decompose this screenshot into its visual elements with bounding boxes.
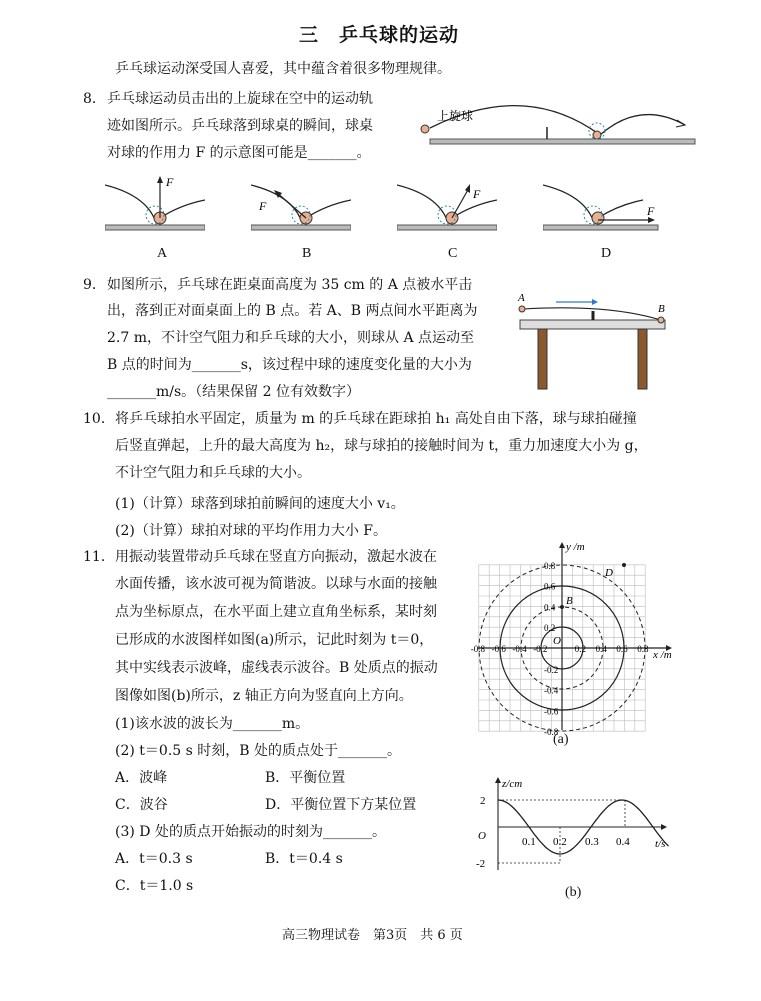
y-tick-label: 0.6 — [544, 581, 556, 592]
section-title: 三 乒乓球的运动 — [299, 24, 460, 46]
q11-sub-3: (3) D 处的质点开始振动的时刻为_______。 — [115, 824, 386, 840]
q8-a-force: F — [166, 175, 174, 189]
q11-sub-1: (1)该水波的波长为_______m。 — [115, 716, 310, 732]
q11-line-4: 已形成的水波图样如图(a)所示，记此时刻为 t＝0， — [115, 632, 434, 648]
x-tick-label: 0.4 — [595, 644, 607, 654]
figure-a-point-d: D — [605, 567, 613, 579]
intro-text: 乒乓球运动深受国人喜爱，其中蕴含着很多物理规律。 — [115, 61, 451, 77]
q11-figure-b — [470, 775, 680, 880]
x-tick-label: -0.8 — [470, 644, 486, 654]
figure-b-t-tick-1: 0.1 — [522, 836, 536, 848]
y-tick-label: 0.2 — [544, 623, 556, 634]
q8-c-force: F — [473, 187, 481, 201]
q11-sub3-option-c: C．t＝1.0 s — [115, 878, 194, 894]
figure-b-y-label: z/cm — [502, 778, 523, 790]
x-tick-label: -0.4 — [512, 644, 527, 654]
q8-option-b: B — [302, 246, 312, 261]
y-tick-label: -0.8 — [544, 727, 559, 738]
q10-line-1: 将乒乓球拍水平固定，质量为 m 的乒乓球在距球拍 h₁ 高处自由下落，球与球拍碰撞 — [115, 411, 637, 427]
q9-number: 9． — [83, 277, 106, 293]
q8-b-force: F — [259, 199, 267, 213]
y-tick-label: 0.8 — [544, 560, 556, 571]
q8-option-c: C — [448, 246, 458, 261]
q11-sub2-option-b: B．平衡位置 — [265, 770, 346, 786]
q9-line-4: B 点的时间为_______s，该过程中球的速度变化量的大小为 — [107, 357, 472, 373]
q11-line-6: 图像如图(b)所示，z 轴正方向为竖直向上方向。 — [115, 688, 413, 704]
q11-sub2-option-d: D．平衡位置下方某位置 — [265, 797, 417, 813]
q8-line-3: 对球的作用力 F 的示意图可能是_______。 — [107, 145, 371, 161]
q9-line-3: 2.7 m，不计空气阻力和乒乓球的大小，则球从 A 点运动至 — [107, 330, 474, 346]
page-footer: 高三物理试卷 第3页 共 6 页 — [282, 928, 463, 943]
q8-option-a: A — [157, 246, 168, 261]
q11-figure-a — [470, 540, 685, 755]
q11-line-1: 用振动装置带动乒乓球在竖直方向振动，激起水波在 — [115, 549, 437, 565]
q10-line-2: 后竖直弹起，上升的最大高度为 h₂，球与球拍的接触时间为 t，重力加速度大小为 g， — [115, 438, 648, 454]
q11-sub3-option-a: A．t＝0.3 s — [115, 851, 193, 867]
q11-number: 11． — [83, 549, 115, 565]
figure-a-x-label: x /m — [653, 649, 672, 661]
figure-b-caption: (b) — [565, 885, 582, 900]
q11-sub-2: (2) t＝0.5 s 时刻，B 处的质点处于_______。 — [115, 743, 401, 759]
figure-b-t-tick-3: 0.3 — [585, 836, 599, 848]
q10-line-3: 不计空气阻力和乒乓球的大小。 — [115, 465, 311, 481]
q9-line-2: 出，落到正对面桌面上的 B 点。若 A、B 两点间水平距离为 — [107, 303, 478, 319]
figure-b-z-tick-top: 2 — [480, 795, 486, 807]
figure-b-t-tick-2: 0.2 — [553, 836, 567, 848]
y-tick-label: -0.6 — [544, 706, 559, 717]
figure-a-origin: O — [553, 635, 561, 647]
q11-line-2: 水面传播，该水波可视为简谐波。以球与水面的接触 — [115, 576, 437, 592]
q8-option-a-figure — [105, 170, 205, 235]
q9-table-figure — [508, 290, 673, 395]
y-tick-label: 0.4 — [544, 602, 556, 613]
q11-line-5: 其中实线表示波峰，虚线表示波谷。B 处质点的振动 — [115, 660, 438, 676]
figure-a-y-label: y /m — [566, 541, 585, 553]
q9-line-1: 如图所示，乒乓球在距桌面高度为 35 cm 的 A 点被水平击 — [107, 277, 473, 293]
q11-sub3-option-b: B．t＝0.4 s — [265, 851, 343, 867]
q11-line-3: 点为坐标原点，在水平面上建立直角坐标系，某时刻 — [115, 604, 437, 620]
figure-b-t-tick-4: 0.4 — [616, 836, 630, 848]
q8-option-b-figure — [251, 170, 351, 235]
y-tick-label: -0.4 — [544, 685, 559, 696]
q8-line-1: 乒乓球运动员击出的上旋球在空中的运动轨 — [107, 91, 373, 107]
q9-point-a: A — [518, 292, 525, 304]
q8-number: 8． — [83, 91, 106, 107]
figure-a-point-b: B — [566, 595, 573, 607]
q11-sub2-option-a: A．波峰 — [115, 770, 168, 786]
x-tick-label: 0.6 — [616, 644, 628, 654]
q10-sub-2: (2)（计算）球拍对球的平均作用力大小 F。 — [115, 523, 387, 539]
q8-option-d-figure — [543, 170, 663, 235]
figure-b-z-tick-bottom: -2 — [476, 858, 486, 870]
x-tick-label: -0.6 — [491, 644, 506, 654]
q10-number: 10． — [83, 411, 115, 427]
x-tick-label: 0.8 — [637, 644, 649, 654]
q8-line-2: 迹如图所示。乒乓球落到球桌的瞬间，球桌 — [107, 118, 373, 134]
q8-option-d: D — [601, 246, 612, 261]
q8-option-c-figure — [397, 170, 497, 235]
figure-b-origin: O — [478, 830, 486, 842]
q8-topspin-label: 上旋球 — [437, 109, 474, 123]
x-tick-label: 0.2 — [574, 644, 587, 654]
q11-sub2-option-c: C．波谷 — [115, 797, 168, 813]
x-tick-label: -0.2 — [533, 644, 548, 654]
q8-topspin-figure — [415, 95, 705, 155]
y-tick-label: -0.2 — [544, 664, 559, 675]
q8-d-force: F — [647, 204, 655, 218]
q10-sub-1: (1)（计算）球落到球拍前瞬间的速度大小 v₁。 — [115, 496, 405, 512]
figure-b-x-label: t/s — [655, 838, 666, 850]
figure-a-caption: (a) — [553, 732, 569, 747]
q9-line-5: _______m/s。（结果保留 2 位有效数字） — [107, 384, 360, 400]
q9-point-b: B — [658, 303, 665, 315]
